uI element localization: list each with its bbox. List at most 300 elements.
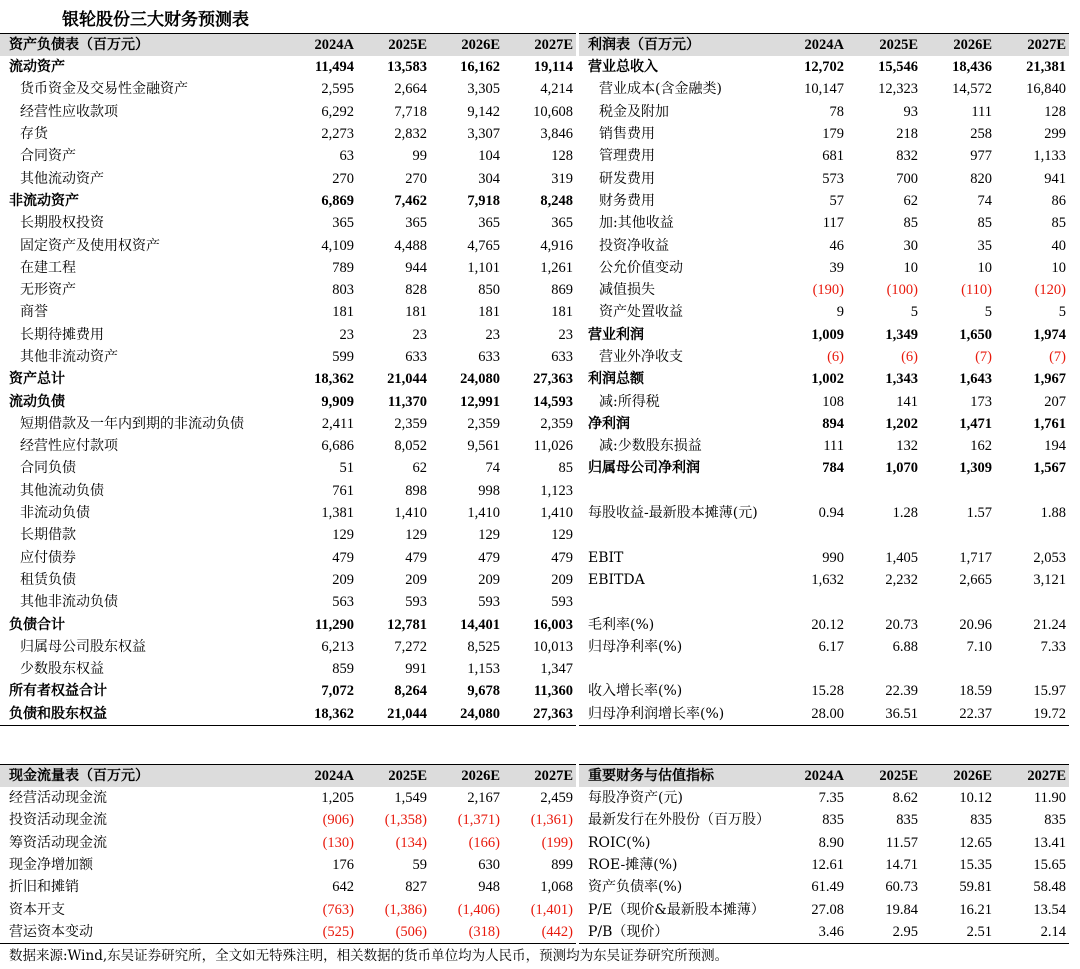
table-row [0,413,576,435]
row-value: 784 [822,460,844,477]
row-value: 22.39 [885,683,918,700]
row-value: 35 [977,237,992,254]
row-value: 1.88 [1040,505,1066,522]
table-row [579,368,1069,390]
row-value: (1,401) [530,901,573,918]
table-row [579,921,1069,944]
table-row [0,457,576,479]
row-value: 1,202 [885,415,918,432]
row-value: 944 [405,259,427,276]
row-value [847,480,921,502]
row-label: 归属母公司净利润 [588,460,700,477]
row-value: 2,167 [467,790,500,807]
row-value: 365 [405,215,427,232]
row-value: 898 [405,482,427,499]
row-label: 减:所得税 [599,393,660,410]
table-row [0,234,576,256]
row-value: 15.35 [959,857,992,874]
row-label: 合同资产 [20,148,76,165]
row-value: 15,546 [878,59,918,76]
table-row [0,390,576,412]
row-value: 11,026 [533,438,573,455]
row-value: 2,832 [394,126,427,143]
row-label: 其他流动资产 [20,170,104,187]
row-value: (906) [322,812,354,829]
row-value: 5 [984,304,992,321]
row-value: (120) [1034,282,1066,299]
row-label: 少数股东权益 [20,661,104,678]
row-value: 11.57 [885,834,918,851]
row-value: 104 [478,148,500,165]
row-label: 毛利率(%) [588,616,655,633]
row-value: 209 [478,571,500,588]
row-label: 所有者权益合计 [9,683,107,700]
row-value: 30 [903,237,918,254]
row-value: 270 [405,170,427,187]
table-row [579,413,1069,435]
row-value: 633 [478,349,500,365]
valuation-header-row [579,765,1069,788]
row-value: 19.84 [885,901,918,918]
row-value: 2,359 [467,415,500,432]
row-value: 14,593 [533,393,573,410]
balance-header-title: 资产负债表（百万元） [0,34,294,57]
table-row [579,680,1069,702]
row-value: 803 [332,282,354,299]
row-value: 128 [1044,103,1066,120]
row-label: 最新发行在外股份（百万股） [588,812,770,829]
row-value: 479 [551,549,573,566]
table-row [579,636,1069,658]
table-row [579,390,1069,412]
row-value: 61.49 [811,879,844,896]
table-row [0,658,576,680]
row-label: 归属母公司股东权益 [20,638,146,655]
row-label: 每股收益-最新股本摊薄(元) [588,505,758,522]
row-value: 1,974 [1033,326,1066,343]
row-value: 9,142 [467,103,500,120]
row-value: (7) [1049,349,1066,365]
income-header-year: 2027E [995,34,1069,57]
row-value: 59 [412,857,427,874]
row-value: 2,665 [959,571,992,588]
row-value: 207 [1044,393,1066,410]
table-row [579,212,1069,234]
table-row [579,257,1069,279]
row-value: 270 [332,170,354,187]
table-row [579,898,1069,920]
row-value: 13.41 [1033,834,1066,851]
row-value: 991 [405,661,427,678]
row-value: 1,650 [959,326,992,343]
row-value: 15.28 [811,683,844,700]
row-value: 1.57 [966,505,992,522]
row-value: 85 [903,215,918,232]
row-value: 74 [977,192,992,209]
row-value: 2,232 [885,571,918,588]
row-value: 24,080 [460,371,500,388]
row-value: 990 [822,549,844,566]
table-row [579,435,1069,457]
row-value: 2.51 [966,923,992,940]
row-label: 资产负债率(%) [588,879,683,896]
row-value [921,524,995,546]
row-value: 4,765 [467,237,500,254]
row-label: 研发费用 [599,170,655,187]
row-value: 218 [896,126,918,143]
cashflow-statement [0,764,576,944]
row-value: 16,003 [533,616,573,633]
income-statement [579,33,1069,726]
row-value: 869 [551,282,573,299]
row-value: 998 [478,482,500,499]
row-value: 6,869 [321,192,354,209]
row-value: 835 [970,812,992,829]
row-value: 19,114 [533,59,573,76]
row-value: 1,632 [811,571,844,588]
row-value: 1,471 [959,415,992,432]
row-value: 7,918 [467,192,500,209]
row-value: 23 [485,326,500,343]
row-value: (1,371) [457,812,500,829]
row-value: 593 [478,594,500,611]
row-value: 941 [1044,170,1066,187]
row-label: 应付债券 [20,549,76,566]
row-value: 181 [405,304,427,321]
row-value: 18,362 [314,371,354,388]
table-row [579,101,1069,123]
row-value: 3,121 [1033,571,1066,588]
table-row [0,480,576,502]
cashflow-header-year: 2026E [430,765,503,788]
row-value: 181 [551,304,573,321]
row-label: 每股净资产(元) [588,790,683,807]
row-label: 利润总额 [588,371,644,388]
row-value: 176 [332,857,354,874]
row-value: 162 [970,438,992,455]
row-value: 2,053 [1033,549,1066,566]
row-value: 948 [478,879,500,896]
row-label: 非流动资产 [9,192,79,209]
row-value: 7.33 [1040,638,1066,655]
row-label: 归母净利率(%) [588,638,683,655]
valuation-table [579,764,1069,944]
row-value: 1,261 [540,259,573,276]
table-row [579,457,1069,479]
table-row [579,480,1069,502]
table-row [0,257,576,279]
row-value: 141 [896,393,918,410]
row-value: 479 [332,549,354,566]
row-value: 1,009 [811,326,844,343]
row-value [995,480,1069,502]
row-value: 8,264 [394,683,427,700]
row-label: 经营性应付款项 [20,438,118,455]
row-value [775,480,847,502]
table-row [0,56,576,78]
row-value: 14,572 [952,81,992,98]
row-value: 40 [1051,237,1066,254]
row-value: 22.37 [959,705,992,722]
table-row [579,524,1069,546]
table-row [0,78,576,100]
table-row [0,854,576,876]
row-value: 23 [339,326,354,343]
cashflow-header-row [0,765,576,788]
row-value: 8.90 [818,834,844,851]
row-label: 存货 [20,126,48,143]
table-row [579,78,1069,100]
row-value: (166) [468,834,500,851]
row-value: 3,307 [467,126,500,143]
row-label: 商誉 [20,304,48,321]
row-value: 11,370 [387,393,427,410]
row-value: 132 [896,438,918,455]
row-value: 4,916 [540,237,573,254]
row-value: (506) [395,923,427,940]
table-row [579,234,1069,256]
row-value: 563 [332,594,354,611]
row-value: 24,080 [460,705,500,722]
row-value: 129 [551,527,573,544]
table-row [579,301,1069,323]
cashflow-header-title: 现金流量表（百万元） [0,765,294,788]
row-value: 27.08 [811,901,844,918]
row-value: 1,343 [885,371,918,388]
row-value: (7) [975,349,992,365]
row-value: 111 [971,103,992,120]
row-value: 181 [478,304,500,321]
row-value: 99 [412,148,427,165]
row-label: 流动负债 [9,393,65,410]
table-row [579,324,1069,346]
table-row [0,787,576,809]
row-value: 633 [551,349,573,365]
row-value: 11,290 [314,616,354,633]
row-value: 8,525 [467,638,500,655]
row-value: 8,248 [540,192,573,209]
row-value: 1,967 [1033,371,1066,388]
row-value: 7,072 [321,683,354,700]
row-value: 6,686 [321,438,354,455]
row-label: 加:其他收益 [599,215,674,232]
row-value: 1,002 [811,371,844,388]
row-value: 1,405 [885,549,918,566]
row-label: 现金净增加额 [9,857,93,874]
row-value: 20.12 [811,616,844,633]
row-label: 投资活动现金流 [9,812,107,829]
table-row [0,279,576,301]
row-value: 9,678 [467,683,500,700]
row-label: P/B（现价） [588,923,669,940]
row-value: 9,909 [321,393,354,410]
row-value: 5 [1058,304,1066,321]
row-value: (1,406) [457,901,500,918]
row-value [775,591,847,613]
row-value: 1,410 [467,505,500,522]
row-label: 租赁负债 [20,571,76,588]
table-row [579,832,1069,854]
row-value: 365 [478,215,500,232]
row-label: 在建工程 [20,259,76,276]
row-value: 27,363 [533,371,573,388]
row-value: 12,781 [387,616,427,633]
row-value: 6,213 [321,638,354,655]
valuation-metrics [579,764,1069,944]
table-row [0,613,576,635]
valuation-header-year: 2026E [921,765,995,788]
row-value: 8,052 [394,438,427,455]
row-value: 2,459 [540,790,573,807]
row-value: 51 [339,460,354,477]
row-value: 10 [903,259,918,276]
row-value: 7,272 [394,638,427,655]
row-value: 835 [822,812,844,829]
row-value: 820 [970,170,992,187]
row-value: 19.72 [1033,705,1066,722]
row-value: 10,147 [804,81,844,98]
table-row [579,569,1069,591]
row-value: 3,305 [467,81,500,98]
row-value: 11,494 [314,59,354,76]
table-row [0,346,576,368]
table-row [0,145,576,167]
row-label: 折旧和摊销 [9,879,79,896]
row-label: 负债合计 [9,616,65,633]
row-value: 15.97 [1033,683,1066,700]
row-label: 无形资产 [20,282,76,299]
table-row [0,832,576,854]
row-value: (318) [468,923,500,940]
row-value: 1,349 [885,326,918,343]
row-value: 2.95 [892,923,918,940]
table-row [579,591,1069,613]
row-value: 12.61 [811,857,844,874]
row-value: 365 [551,215,573,232]
table-row [0,569,576,591]
table-row [579,279,1069,301]
row-label: 净利润 [588,415,630,432]
row-value: 10 [977,259,992,276]
row-value: 209 [405,571,427,588]
row-value: 39 [829,259,844,276]
row-value: (134) [395,834,427,851]
row-label: 资本开支 [9,901,65,918]
row-label [579,591,775,613]
row-value: 59.81 [959,879,992,896]
row-value: 14,401 [460,616,500,633]
row-value: 1,761 [1033,415,1066,432]
cashflow-table [0,764,576,944]
row-value: 16,162 [460,59,500,76]
row-label: 其他非流动负债 [20,594,118,611]
row-value: 181 [332,304,354,321]
row-value: 0.94 [818,505,844,522]
income-header-title: 利润表（百万元） [579,34,775,57]
row-value: 12.65 [959,834,992,851]
row-value: 129 [478,527,500,544]
row-value: 9 [836,304,844,321]
row-value: 7,462 [394,192,427,209]
row-value: 3.46 [818,923,844,940]
row-label: 财务费用 [599,192,655,209]
row-value: 5 [910,304,918,321]
row-value: (190) [812,282,844,299]
table-row [579,547,1069,569]
row-value: 1,068 [540,879,573,896]
row-value: 593 [405,594,427,611]
row-value: 1,410 [540,505,573,522]
table-row [579,346,1069,368]
row-value: 11.90 [1033,790,1066,807]
row-label: 短期借款及一年内到期的非流动负债 [20,415,244,432]
row-value: 4,488 [394,237,427,254]
row-label: 经营性应收款项 [20,103,118,120]
row-label: 货币资金及交易性金融资产 [20,81,188,98]
valuation-header-year: 2024A [775,765,847,788]
row-label [579,524,775,546]
table-row [579,502,1069,524]
row-value: 7.35 [818,790,844,807]
row-value: 74 [485,460,500,477]
table-row [0,636,576,658]
row-value: 4,214 [540,81,573,98]
row-value: 1,717 [959,549,992,566]
row-label: 公允价值变动 [599,259,683,276]
balance-header-row [0,34,576,57]
row-value: 789 [332,259,354,276]
row-value: 60.73 [885,879,918,896]
row-value: 13.54 [1033,901,1066,918]
row-value: 85 [558,460,573,477]
valuation-header-year: 2027E [995,765,1069,788]
row-value: 2,273 [321,126,354,143]
row-value: 1,347 [540,661,573,678]
row-label: 长期股权投资 [20,215,104,232]
row-value: 6,292 [321,103,354,120]
row-value: 16,840 [1026,81,1066,98]
table-row [0,921,576,944]
income-header-row [579,34,1069,57]
balance-sheet-table [0,33,576,726]
row-value: 1,549 [394,790,427,807]
row-value: 209 [551,571,573,588]
row-value [995,524,1069,546]
row-value: 85 [1051,215,1066,232]
row-value: 23 [558,326,573,343]
row-label: P/E（现价&最新股本摊薄） [588,901,765,918]
row-value: (100) [886,282,918,299]
balance-header-year: 2025E [357,34,430,57]
valuation-header-title: 重要财务与估值指标 [579,765,775,788]
cashflow-header-year: 2025E [357,765,430,788]
row-value: 117 [822,215,844,232]
row-value [775,658,847,680]
row-value: 7.10 [966,638,992,655]
row-value: 179 [822,126,844,143]
row-value: 828 [405,282,427,299]
row-label: EBIT [588,549,624,566]
row-value: 835 [1044,812,1066,829]
row-value: 1,101 [467,259,500,276]
row-value: 1,133 [1033,148,1066,165]
row-value: 894 [822,415,844,432]
row-value: 10,608 [533,103,573,120]
table-row [579,613,1069,635]
row-value: 28.00 [811,705,844,722]
row-value: 630 [478,857,500,874]
row-value: 16.21 [959,901,992,918]
